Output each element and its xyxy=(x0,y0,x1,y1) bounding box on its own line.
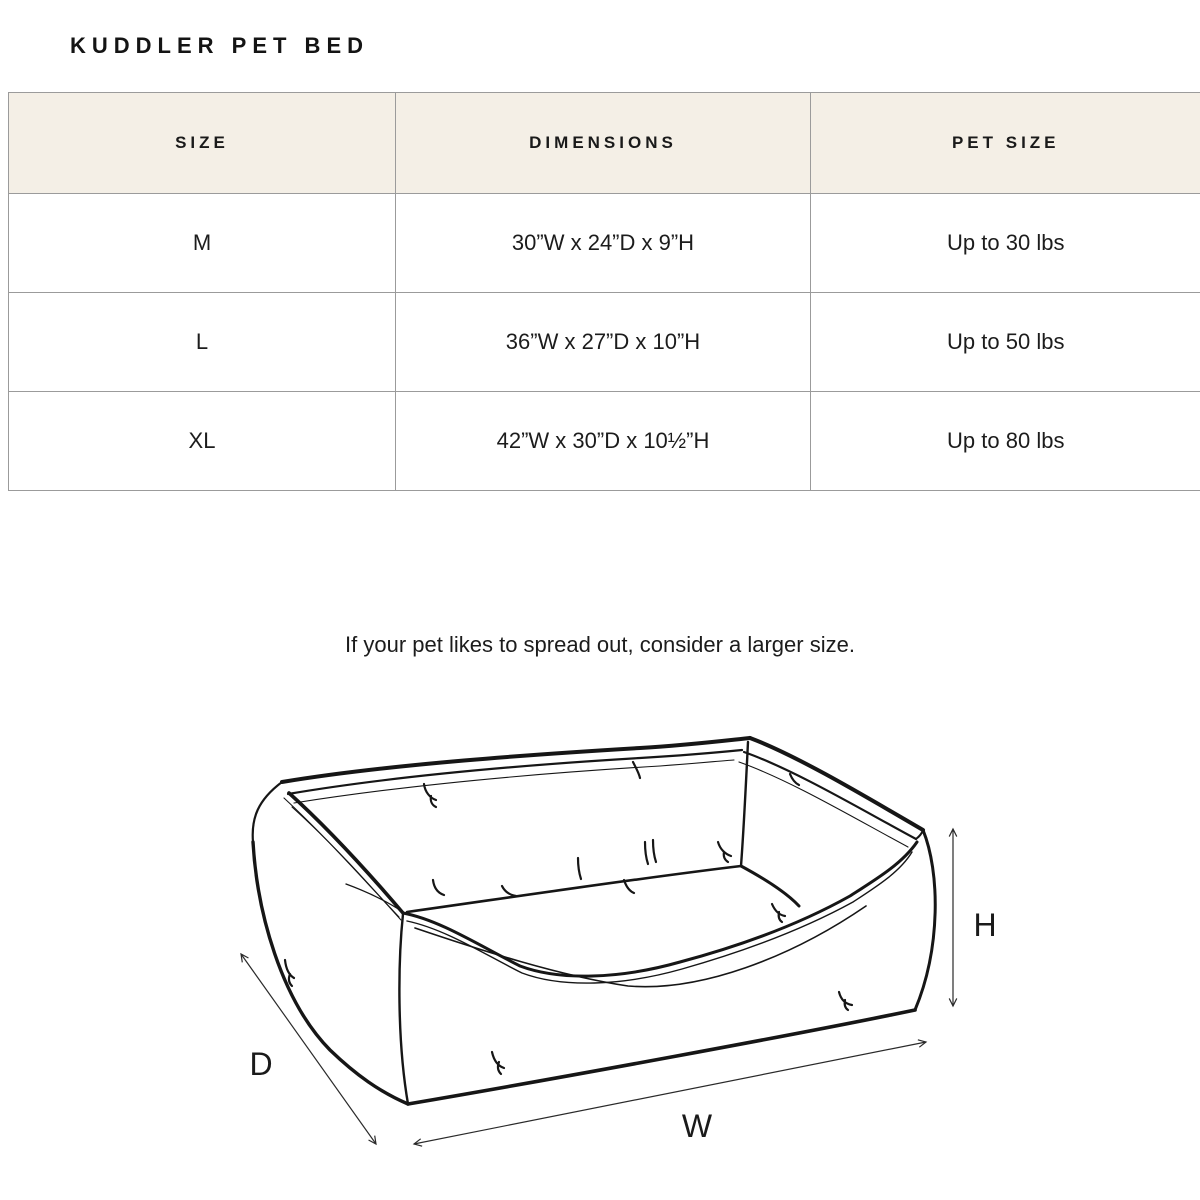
pet-bed-diagram xyxy=(0,700,1200,1180)
col-header-dimensions: DIMENSIONS xyxy=(396,93,811,194)
size-cell: M xyxy=(9,194,396,293)
size-cell: L xyxy=(9,293,396,392)
height-label: H xyxy=(973,907,997,943)
dimensions-cell: 36”W x 27”D x 10”H xyxy=(396,293,811,392)
size-note: If your pet likes to spread out, consider a larger size. xyxy=(345,632,855,657)
pet-size-cell: Up to 50 lbs xyxy=(811,293,1200,392)
page-title: KUDDLER PET BED xyxy=(70,33,370,58)
table-row-l xyxy=(9,293,1200,392)
dimensions-cell: 30”W x 24”D x 9”H xyxy=(396,194,811,293)
size-cell: XL xyxy=(9,392,396,491)
pet-bed-sketch xyxy=(0,700,1200,1180)
pet-size-cell: Up to 30 lbs xyxy=(811,194,1200,293)
table-row-xl xyxy=(9,392,1200,491)
dimensions-cell: 42”W x 30”D x 10½”H xyxy=(396,392,811,491)
width-label: W xyxy=(681,1108,713,1144)
title-band xyxy=(0,0,1200,92)
table-header-row xyxy=(9,93,1200,194)
col-header-size: SIZE xyxy=(9,93,396,194)
size-chart-table xyxy=(8,92,1200,491)
table-row-m xyxy=(9,194,1200,293)
depth-label: D xyxy=(249,1046,273,1082)
col-header-pet-size: PET SIZE xyxy=(811,93,1200,194)
pet-size-cell: Up to 80 lbs xyxy=(811,392,1200,491)
